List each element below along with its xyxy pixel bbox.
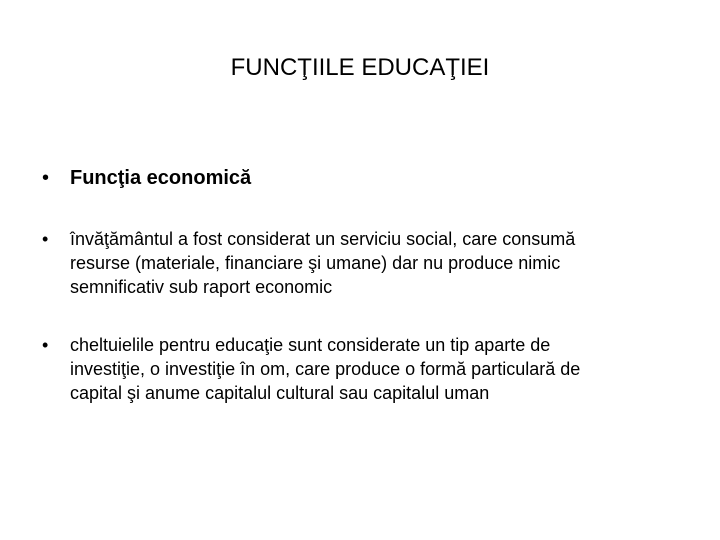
bullet-dot-icon: • bbox=[42, 167, 50, 189]
section-heading: Funcţia economică bbox=[70, 167, 252, 189]
paragraph-line: cheltuielile pentru educaţie sunt considerate un tip aparte de bbox=[70, 335, 551, 355]
heading-bullet-item bbox=[42, 164, 251, 192]
paragraph-line: resurse (materiale, financiare şi umane) dar nu produce nimic bbox=[70, 253, 561, 273]
paragraph-bullet-item bbox=[42, 333, 662, 405]
slide-title: FUNCŢIILE EDUCAŢIEI bbox=[230, 54, 490, 81]
paragraph-text bbox=[70, 227, 575, 299]
paragraph-line: capital şi anume capitalul cultural sau capitalul uman bbox=[70, 383, 490, 403]
paragraph-line: semnificativ sub raport economic bbox=[70, 277, 333, 297]
bullet-dot-icon: • bbox=[42, 229, 49, 249]
paragraph-text bbox=[70, 333, 580, 405]
paragraph-line: învăţământul a fost considerat un serviciu social, care consumă bbox=[70, 229, 576, 249]
paragraph-line: investiţie, o investiţie în om, care produce o formă particulară de bbox=[70, 359, 581, 379]
paragraph-bullet-item bbox=[42, 227, 662, 299]
bullet-dot-icon: • bbox=[42, 335, 49, 355]
